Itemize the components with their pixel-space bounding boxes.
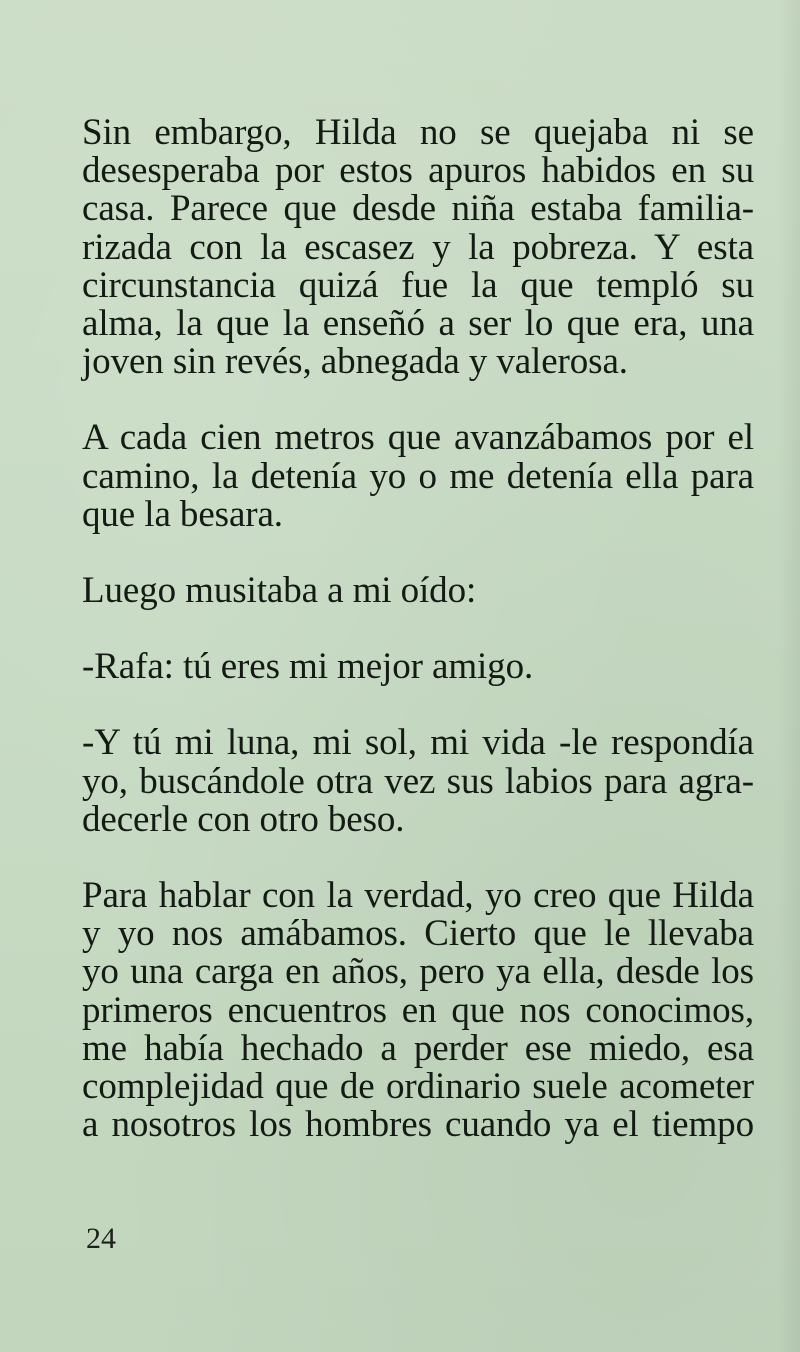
- page-edge-shadow: [778, 0, 800, 1352]
- paragraph-1: [82, 114, 754, 381]
- paragraph-6: [82, 877, 754, 1144]
- text-line: yo una carga en años, pero ya ella, desde los: [82, 951, 754, 993]
- paragraph-gap: [82, 610, 754, 648]
- paragraph-gap: [82, 839, 754, 877]
- paragraph-gap: [82, 686, 754, 724]
- paragraph-3: [82, 572, 754, 610]
- text-line: rizada con la escasez y la pobreza. Y esta: [82, 226, 754, 268]
- text-line: complejidad que de ordinario suele acometer: [82, 1066, 754, 1108]
- text-line: a nosotros los hombres cuando ya el tiempo: [82, 1104, 754, 1146]
- text-line: desesperaba por estos apuros habidos en su: [82, 150, 754, 192]
- paragraph-4: [82, 648, 754, 686]
- text-line: decerle con otro beso.: [82, 798, 405, 840]
- paragraph-2: [82, 419, 754, 534]
- text-line: Para hablar con la verdad, yo creo que Hilda: [82, 875, 754, 917]
- body-text: [82, 114, 754, 1144]
- text-line: -Rafa: tú eres mi mejor amigo.: [82, 646, 534, 688]
- text-line: Luego musitaba a mi oído:: [82, 570, 477, 612]
- text-line: alma, la que la enseñó a ser lo que era, una: [82, 303, 754, 345]
- paragraph-gap: [82, 534, 754, 572]
- text-line: primeros encuentros en que nos conocimos,: [82, 989, 754, 1031]
- text-line: y yo nos amábamos. Cierto que le llevaba: [82, 913, 754, 955]
- text-line: A cada cien metros que avanzábamos por el: [82, 417, 754, 459]
- text-line: que la besara.: [82, 493, 283, 535]
- text-line: -Y tú mi luna, mi sol, mi vida -le respondía: [82, 722, 754, 764]
- page-number: 24: [86, 1222, 116, 1255]
- text-line: joven sin revés, abnegada y valerosa.: [82, 341, 628, 383]
- text-line: circunstancia quizá fue la que templó su: [82, 264, 754, 306]
- text-line: camino, la detenía yo o me detenía ella para: [82, 455, 754, 497]
- text-line: Sin embargo, Hilda no se quejaba ni se: [82, 112, 754, 153]
- paragraph-gap: [82, 381, 754, 419]
- text-line: casa. Parece que desde niña estaba familia-: [82, 188, 754, 230]
- text-line: yo, buscándole otra vez sus labios para agra-: [82, 760, 754, 802]
- text-line: me había hechado a perder ese miedo, esa: [82, 1027, 754, 1069]
- paragraph-5: [82, 724, 754, 839]
